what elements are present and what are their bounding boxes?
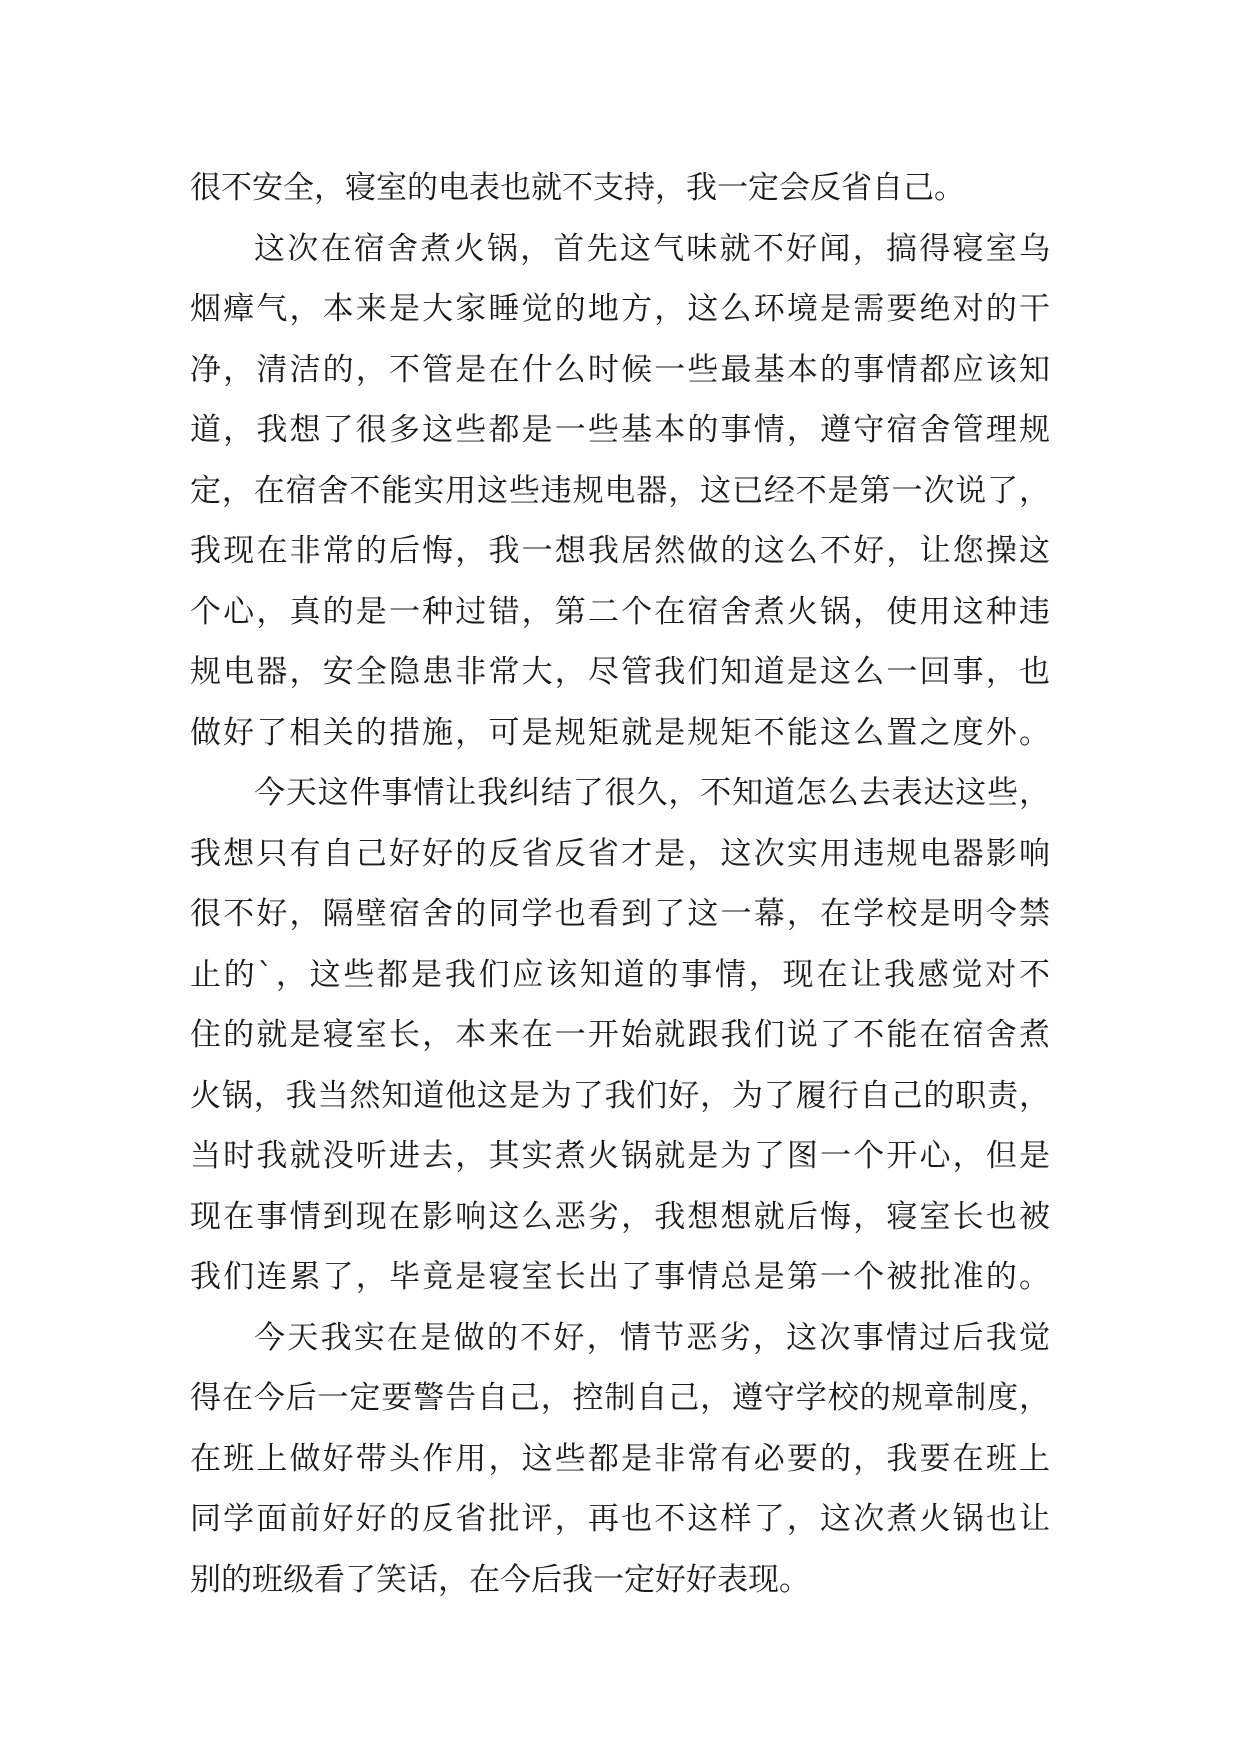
- text-line: 定，在宿舍不能实用这些违规电器，这已经不是第一次说了，: [190, 472, 1050, 509]
- text-line: 今天这件事情让我纠结了很久，不知道怎么去表达这些，: [254, 775, 1050, 811]
- text-line: 做好了相关的措施，可是规矩就是规矩不能这么置之度外。: [190, 714, 1050, 751]
- text-line: 烟瘴气，本来是大家睡觉的地方，这么环境是需要绝对的干: [190, 291, 1050, 327]
- text-line: 个心，真的是一种过错，第二个在宿舍煮火锅，使用这种违: [190, 593, 1050, 630]
- text-line: 住的就是寝室长，本来在一开始就跟我们说了不能在宿舍煮: [190, 1017, 1050, 1053]
- text-line: 规电器，安全隐患非常大，尽管我们知道是这么一回事，也: [190, 654, 1050, 690]
- text-line: 净，清洁的，不管是在什么时候一些最基本的事情都应该知: [190, 351, 1050, 388]
- text-line: 我现在非常的后悔，我一想我居然做的这么不好，让您操这: [190, 533, 1050, 569]
- text-line: 很不安全，寝室的电表也就不支持，我一定会反省自己。: [190, 170, 965, 206]
- text-line: 当时我就没听进去，其实煮火锅就是为了图一个开心，但是: [190, 1138, 1050, 1174]
- text-line: 现在事情到现在影响这么恶劣，我想想就后悔，寝室长也被: [190, 1198, 1050, 1235]
- text-line: 同学面前好好的反省批评，再也不这样了，这次煮火锅也让: [190, 1501, 1050, 1537]
- text-line: 今天我实在是做的不好，情节恶劣，这次事情过后我觉: [254, 1319, 1050, 1356]
- text-line: 很不好，隔壁宿舍的同学也看到了这一幕，在学校是明令禁: [190, 896, 1050, 932]
- text-line: 这次在宿舍煮火锅，首先这气味就不好闻，搞得寝室乌: [254, 230, 1050, 267]
- text-line: 得在今后一定要警告自己，控制自己，遵守学校的规章制度，: [190, 1380, 1050, 1416]
- document-body: [190, 158, 1050, 1610]
- text-line: 别的班级看了笑话，在今后我一定好好表现。: [190, 1561, 810, 1598]
- text-line: 道，我想了很多这些都是一些基本的事情，遵守宿舍管理规: [190, 412, 1050, 448]
- text-line: 在班上做好带头作用，这些都是非常有必要的，我要在班上: [190, 1440, 1050, 1477]
- text-line: 火锅，我当然知道他这是为了我们好，为了履行自己的职责，: [190, 1077, 1050, 1114]
- text-line: 止的`，这些都是我们应该知道的事情，现在让我感觉对不: [190, 956, 1050, 993]
- text-line: 我们连累了，毕竟是寝室长出了事情总是第一个被批准的。: [190, 1259, 1050, 1295]
- text-line: 我想只有自己好好的反省反省才是，这次实用违规电器影响: [190, 835, 1050, 872]
